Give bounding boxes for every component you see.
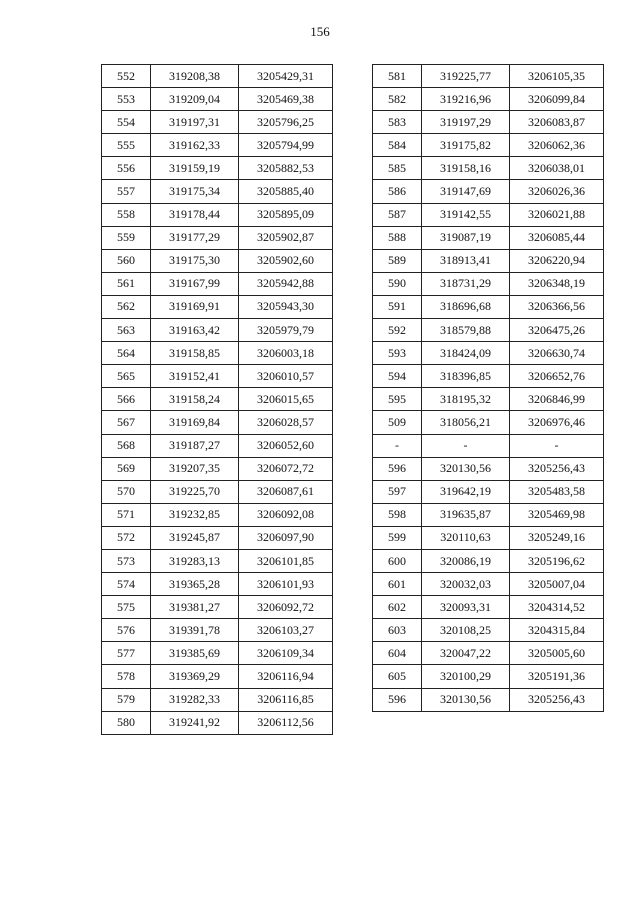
table-row (373, 88, 604, 111)
point-number-cell: 590 (373, 272, 422, 295)
table-row (102, 457, 333, 480)
table-row (102, 342, 333, 365)
point-number-cell: 574 (102, 573, 151, 596)
table-row (373, 688, 604, 711)
table-row (373, 665, 604, 688)
y-coordinate-cell: 3206105,35 (510, 65, 604, 88)
table-row (373, 457, 604, 480)
table-row (373, 295, 604, 318)
table-row (102, 434, 333, 457)
x-coordinate-cell: 318696,68 (422, 295, 510, 318)
x-coordinate-cell: 319282,33 (151, 688, 239, 711)
y-coordinate-cell: 3206092,08 (239, 503, 333, 526)
y-coordinate-cell: 3206109,34 (239, 642, 333, 665)
point-number-cell: 566 (102, 388, 151, 411)
table-row (102, 180, 333, 203)
y-coordinate-cell: 3206097,90 (239, 526, 333, 549)
point-number-cell: 563 (102, 319, 151, 342)
y-coordinate-cell: 3206062,36 (510, 134, 604, 157)
point-number-cell: 592 (373, 319, 422, 342)
y-coordinate-cell: 3206976,46 (510, 411, 604, 434)
table-row (373, 549, 604, 572)
point-number-cell: 605 (373, 665, 422, 688)
point-number-cell: 597 (373, 480, 422, 503)
x-coordinate-cell: 320110,63 (422, 526, 510, 549)
point-number-cell: 596 (373, 457, 422, 480)
x-coordinate-cell: 319381,27 (151, 596, 239, 619)
x-coordinate-cell: 319169,91 (151, 295, 239, 318)
x-coordinate-cell: 319208,38 (151, 65, 239, 88)
point-number-cell: 565 (102, 365, 151, 388)
y-coordinate-cell: 3205942,88 (239, 272, 333, 295)
x-coordinate-cell: 318731,29 (422, 272, 510, 295)
y-coordinate-cell: 3205943,30 (239, 295, 333, 318)
y-coordinate-cell: 3206348,19 (510, 272, 604, 295)
table-row (102, 319, 333, 342)
y-coordinate-cell: 3205902,87 (239, 226, 333, 249)
table-row (373, 342, 604, 365)
table-row (373, 573, 604, 596)
point-number-cell: 567 (102, 411, 151, 434)
x-coordinate-cell: 319177,29 (151, 226, 239, 249)
x-coordinate-cell: 319207,35 (151, 457, 239, 480)
y-coordinate-cell: 3205979,79 (239, 319, 333, 342)
table-row (102, 111, 333, 134)
y-coordinate-cell: 3206083,87 (510, 111, 604, 134)
x-coordinate-cell: 319225,70 (151, 480, 239, 503)
x-coordinate-cell: 319197,29 (422, 111, 510, 134)
x-coordinate-cell: 319225,77 (422, 65, 510, 88)
coordinates-table-left (101, 64, 333, 735)
table-row (102, 272, 333, 295)
table-row (373, 480, 604, 503)
x-coordinate-cell: 319159,19 (151, 157, 239, 180)
point-number-cell: 575 (102, 596, 151, 619)
point-number-cell: 559 (102, 226, 151, 249)
x-coordinate-cell: 319163,42 (151, 319, 239, 342)
table-row (373, 642, 604, 665)
point-number-cell: 603 (373, 619, 422, 642)
point-number-cell: 594 (373, 365, 422, 388)
coordinates-table-right-body (373, 65, 604, 712)
table-row (102, 711, 333, 734)
y-coordinate-cell: 3206366,56 (510, 295, 604, 318)
table-row (102, 665, 333, 688)
table-row (373, 111, 604, 134)
y-coordinate-cell: - (510, 434, 604, 457)
x-coordinate-cell: 319152,41 (151, 365, 239, 388)
y-coordinate-cell: 3206116,85 (239, 688, 333, 711)
y-coordinate-cell: 3206021,88 (510, 203, 604, 226)
table-row (373, 180, 604, 203)
table-row (102, 573, 333, 596)
table-row (102, 134, 333, 157)
y-coordinate-cell: 3205249,16 (510, 526, 604, 549)
table-row (102, 365, 333, 388)
y-coordinate-cell: 3206475,26 (510, 319, 604, 342)
y-coordinate-cell: 3205483,58 (510, 480, 604, 503)
x-coordinate-cell: 320086,19 (422, 549, 510, 572)
point-number-cell: 560 (102, 249, 151, 272)
y-coordinate-cell: 3205256,43 (510, 688, 604, 711)
x-coordinate-cell: 319391,78 (151, 619, 239, 642)
x-coordinate-cell: 318913,41 (422, 249, 510, 272)
x-coordinate-cell: 319216,96 (422, 88, 510, 111)
x-coordinate-cell: 319147,69 (422, 180, 510, 203)
point-number-cell: 602 (373, 596, 422, 619)
point-number-cell: 604 (373, 642, 422, 665)
point-number-cell: 580 (102, 711, 151, 734)
y-coordinate-cell: 3205895,09 (239, 203, 333, 226)
x-coordinate-cell: 319283,13 (151, 549, 239, 572)
point-number-cell: 552 (102, 65, 151, 88)
y-coordinate-cell: 3204315,84 (510, 619, 604, 642)
y-coordinate-cell: 3206116,94 (239, 665, 333, 688)
table-row (373, 619, 604, 642)
point-number-cell: 571 (102, 503, 151, 526)
point-number-cell: 578 (102, 665, 151, 688)
table-row (373, 157, 604, 180)
point-number-cell: 570 (102, 480, 151, 503)
table-row (373, 365, 604, 388)
coordinates-table-right (372, 64, 604, 712)
y-coordinate-cell: 3206220,94 (510, 249, 604, 272)
point-number-cell: 583 (373, 111, 422, 134)
point-number-cell: 589 (373, 249, 422, 272)
point-number-cell: 581 (373, 65, 422, 88)
table-row (102, 549, 333, 572)
x-coordinate-cell: 319162,33 (151, 134, 239, 157)
point-number-cell: 573 (102, 549, 151, 572)
point-number-cell: 568 (102, 434, 151, 457)
x-coordinate-cell: 319635,87 (422, 503, 510, 526)
table-row (373, 65, 604, 88)
point-number-cell: 593 (373, 342, 422, 365)
point-number-cell: 591 (373, 295, 422, 318)
table-row (373, 134, 604, 157)
y-coordinate-cell: 3206038,01 (510, 157, 604, 180)
x-coordinate-cell: 319158,24 (151, 388, 239, 411)
x-coordinate-cell: 318056,21 (422, 411, 510, 434)
point-number-cell: 586 (373, 180, 422, 203)
table-row (373, 249, 604, 272)
point-number-cell: 598 (373, 503, 422, 526)
coordinates-table-left-body (102, 65, 333, 735)
y-coordinate-cell: 3205196,62 (510, 549, 604, 572)
table-row (373, 526, 604, 549)
x-coordinate-cell: 319178,44 (151, 203, 239, 226)
point-number-cell: 600 (373, 549, 422, 572)
table-row (373, 272, 604, 295)
table-row (102, 619, 333, 642)
x-coordinate-cell: 318579,88 (422, 319, 510, 342)
table-row (102, 203, 333, 226)
point-number-cell: 588 (373, 226, 422, 249)
point-number-cell: 579 (102, 688, 151, 711)
y-coordinate-cell: 3205882,53 (239, 157, 333, 180)
y-coordinate-cell: 3206112,56 (239, 711, 333, 734)
point-number-cell: 595 (373, 388, 422, 411)
table-row (102, 688, 333, 711)
table-row (102, 88, 333, 111)
y-coordinate-cell: 3205796,25 (239, 111, 333, 134)
point-number-cell: 569 (102, 457, 151, 480)
page-number: 156 (310, 24, 330, 39)
x-coordinate-cell: 319197,31 (151, 111, 239, 134)
x-coordinate-cell: 319241,92 (151, 711, 239, 734)
y-coordinate-cell: 3206085,44 (510, 226, 604, 249)
y-coordinate-cell: 3204314,52 (510, 596, 604, 619)
x-coordinate-cell: 320130,56 (422, 688, 510, 711)
table-row (102, 480, 333, 503)
y-coordinate-cell: 3206630,74 (510, 342, 604, 365)
table-row (102, 226, 333, 249)
point-number-cell: 509 (373, 411, 422, 434)
point-number-cell: 601 (373, 573, 422, 596)
table-row (102, 526, 333, 549)
x-coordinate-cell: 318424,09 (422, 342, 510, 365)
point-number-cell: 555 (102, 134, 151, 157)
point-number-cell: 576 (102, 619, 151, 642)
y-coordinate-cell: 3206052,60 (239, 434, 333, 457)
x-coordinate-cell: 319642,19 (422, 480, 510, 503)
x-coordinate-cell: 320093,31 (422, 596, 510, 619)
x-coordinate-cell: 319087,19 (422, 226, 510, 249)
x-coordinate-cell: 320047,22 (422, 642, 510, 665)
table-row (373, 411, 604, 434)
y-coordinate-cell: 3206103,27 (239, 619, 333, 642)
point-number-cell: 556 (102, 157, 151, 180)
y-coordinate-cell: 3206028,57 (239, 411, 333, 434)
point-number-cell: 596 (373, 688, 422, 711)
table-row (102, 249, 333, 272)
x-coordinate-cell: 319365,28 (151, 573, 239, 596)
y-coordinate-cell: 3206101,85 (239, 549, 333, 572)
x-coordinate-cell: 319142,55 (422, 203, 510, 226)
y-coordinate-cell: 3206015,65 (239, 388, 333, 411)
y-coordinate-cell: 3205902,60 (239, 249, 333, 272)
y-coordinate-cell: 3206087,61 (239, 480, 333, 503)
point-number-cell: 558 (102, 203, 151, 226)
table-row (373, 596, 604, 619)
x-coordinate-cell: 319187,27 (151, 434, 239, 457)
x-coordinate-cell: 320108,25 (422, 619, 510, 642)
y-coordinate-cell: 3206101,93 (239, 573, 333, 596)
table-row (373, 434, 604, 457)
y-coordinate-cell: 3206652,76 (510, 365, 604, 388)
y-coordinate-cell: 3205885,40 (239, 180, 333, 203)
table-row (102, 411, 333, 434)
x-coordinate-cell: 320032,03 (422, 573, 510, 596)
x-coordinate-cell: 319158,16 (422, 157, 510, 180)
point-number-cell: 554 (102, 111, 151, 134)
table-row (102, 642, 333, 665)
point-number-cell: 572 (102, 526, 151, 549)
x-coordinate-cell: 319158,85 (151, 342, 239, 365)
table-row (373, 203, 604, 226)
x-coordinate-cell: 320130,56 (422, 457, 510, 480)
point-number-cell: 599 (373, 526, 422, 549)
table-row (102, 295, 333, 318)
table-row (102, 388, 333, 411)
table-row (102, 596, 333, 619)
x-coordinate-cell: 319175,30 (151, 249, 239, 272)
table-row (373, 226, 604, 249)
x-coordinate-cell: 319167,99 (151, 272, 239, 295)
y-coordinate-cell: 3206010,57 (239, 365, 333, 388)
y-coordinate-cell: 3205469,98 (510, 503, 604, 526)
x-coordinate-cell: 319175,34 (151, 180, 239, 203)
y-coordinate-cell: 3206099,84 (510, 88, 604, 111)
y-coordinate-cell: 3206092,72 (239, 596, 333, 619)
y-coordinate-cell: 3206003,18 (239, 342, 333, 365)
table-row (373, 503, 604, 526)
point-number-cell: 577 (102, 642, 151, 665)
y-coordinate-cell: 3206026,36 (510, 180, 604, 203)
table-row (373, 319, 604, 342)
x-coordinate-cell: 319369,29 (151, 665, 239, 688)
point-number-cell: - (373, 434, 422, 457)
x-coordinate-cell: 319175,82 (422, 134, 510, 157)
point-number-cell: 557 (102, 180, 151, 203)
point-number-cell: 587 (373, 203, 422, 226)
x-coordinate-cell: 319209,04 (151, 88, 239, 111)
point-number-cell: 584 (373, 134, 422, 157)
x-coordinate-cell: 319245,87 (151, 526, 239, 549)
y-coordinate-cell: 3205469,38 (239, 88, 333, 111)
point-number-cell: 585 (373, 157, 422, 180)
y-coordinate-cell: 3205429,31 (239, 65, 333, 88)
point-number-cell: 553 (102, 88, 151, 111)
y-coordinate-cell: 3205005,60 (510, 642, 604, 665)
y-coordinate-cell: 3205794,99 (239, 134, 333, 157)
x-coordinate-cell: 320100,29 (422, 665, 510, 688)
point-number-cell: 561 (102, 272, 151, 295)
x-coordinate-cell: - (422, 434, 510, 457)
y-coordinate-cell: 3205256,43 (510, 457, 604, 480)
x-coordinate-cell: 319169,84 (151, 411, 239, 434)
x-coordinate-cell: 319232,85 (151, 503, 239, 526)
y-coordinate-cell: 3205007,04 (510, 573, 604, 596)
table-row (373, 388, 604, 411)
y-coordinate-cell: 3205191,36 (510, 665, 604, 688)
point-number-cell: 562 (102, 295, 151, 318)
y-coordinate-cell: 3206846,99 (510, 388, 604, 411)
point-number-cell: 582 (373, 88, 422, 111)
table-row (102, 65, 333, 88)
table-row (102, 503, 333, 526)
y-coordinate-cell: 3206072,72 (239, 457, 333, 480)
point-number-cell: 564 (102, 342, 151, 365)
x-coordinate-cell: 318396,85 (422, 365, 510, 388)
x-coordinate-cell: 319385,69 (151, 642, 239, 665)
x-coordinate-cell: 318195,32 (422, 388, 510, 411)
table-row (102, 157, 333, 180)
